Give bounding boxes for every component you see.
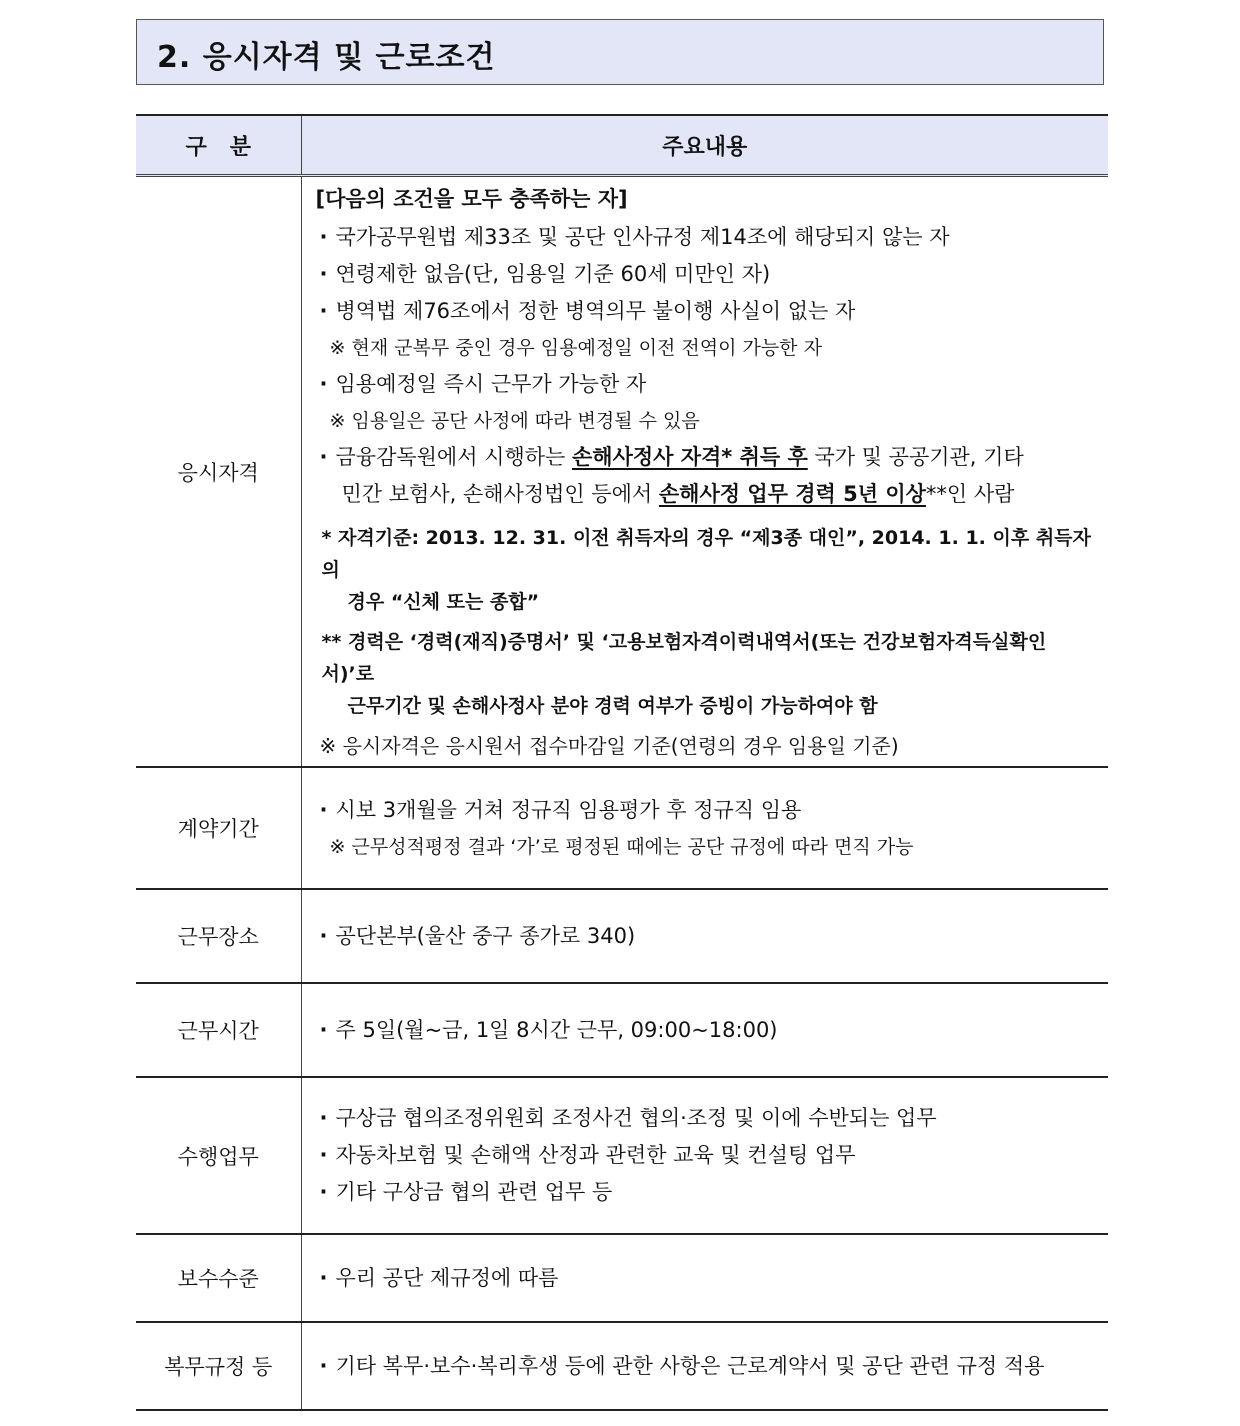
- table-header-row: [136, 115, 1108, 176]
- list-item: [316, 1012, 1099, 1049]
- item-text: 우리 공단 제규정에 따름: [335, 1265, 559, 1290]
- list-item-continuation: [316, 476, 1099, 512]
- content-worktime: [301, 983, 1108, 1077]
- bullet-icon: ·: [319, 797, 328, 822]
- list-item: [316, 256, 1099, 293]
- section-title: 2. 응시자격 및 근로조건: [157, 40, 496, 75]
- bullet-icon: ·: [319, 299, 328, 323]
- item-text: 구상금 협의조정위원회 조정사건 협의·조정 및 이에 수반되는 업무: [335, 1106, 937, 1130]
- content-qualification: [301, 176, 1108, 768]
- category-service: 복무규정 등: [136, 1322, 301, 1410]
- content-contract: [301, 767, 1108, 889]
- note-text: ※ 근무성적평정 결과 ‘가’로 평정된 때에는 공단 규정에 따라 면직 가능: [329, 835, 914, 858]
- bullet-icon: ·: [319, 225, 328, 249]
- table-row-contract: [136, 767, 1108, 889]
- category-qualification: 응시자격: [136, 176, 301, 768]
- note-text: ※ 현재 군복무 중인 경우 임용예정일 이전 전역이 가능한 자: [329, 337, 822, 359]
- list-item: [316, 1348, 1099, 1385]
- item-text: 병역법 제76조에서 정한 병역의무 불이행 사실이 없는 자: [335, 299, 856, 323]
- footnote-text: 근무기간 및 손해사정사 분야 경력 여부가 증빙이 가능하여야 함: [347, 695, 878, 717]
- header-category: [136, 115, 301, 176]
- list-item: [316, 1137, 1099, 1174]
- table-row-workplace: [136, 889, 1108, 983]
- note-text: ※ 임용일은 공단 사정에 따라 변경될 수 있음: [329, 410, 700, 432]
- bullet-icon: ·: [319, 923, 328, 948]
- bullet-icon: ·: [319, 372, 328, 396]
- section-title-box: [136, 19, 1104, 85]
- item-emphasis: 손해사정 업무 경력 5년 이상: [658, 482, 926, 506]
- footnote-text: ** 경력은 ‘경력(재직)증명서’ 및 ‘고용보험자격이력내역서(또는 건강보험자격득실확인서)’로: [321, 631, 1047, 685]
- list-item: [316, 293, 1099, 330]
- list-item: [316, 792, 1099, 829]
- qualification-heading: [다음의 조건을 모두 충족하는 자]: [315, 187, 628, 211]
- content-workplace: [301, 889, 1108, 983]
- list-item: [316, 219, 1099, 256]
- list-item: [316, 1100, 1099, 1137]
- item-text: 국가공무원법 제33조 및 공단 인사규정 제14조에 해당되지 않는 자: [335, 225, 950, 249]
- item-text: 시보 3개월을 거쳐 정규직 임용평가 후 정규직 임용: [335, 797, 802, 822]
- bullet-icon: ·: [319, 1265, 328, 1290]
- content-salary: [301, 1234, 1108, 1322]
- item-text: 금융감독원에서 시행하는: [335, 445, 572, 469]
- bullet-icon: ·: [319, 1017, 328, 1042]
- category-contract: 계약기간: [136, 767, 301, 889]
- table-row-service: [136, 1322, 1108, 1410]
- item-text: 기타 구상금 협의 관련 업무 등: [335, 1180, 613, 1204]
- bullet-icon: ·: [319, 1180, 328, 1204]
- category-worktime: 근무시간: [136, 983, 301, 1077]
- item-text: 기타 복무·보수·복리후생 등에 관한 사항은 근로계약서 및 공단 관련 규정 적용: [335, 1353, 1045, 1378]
- bullet-icon: ·: [319, 262, 328, 286]
- footnote-text: * 자격기준: 2013. 12. 31. 이전 취득자의 경우 “제3종 대인”, 2014. 1. 1. 이후 취득자의: [321, 527, 1091, 581]
- conditions-table: [136, 114, 1108, 1411]
- item-text: 주 5일(월~금, 1일 8시간 근무, 09:00~18:00): [335, 1017, 778, 1042]
- category-duties: 수행업무: [136, 1077, 301, 1234]
- category-workplace: 근무장소: [136, 889, 301, 983]
- qualification-final-note: ※ 응시자격은 응시원서 접수마감일 기준(연령의 경우 임용일 기준): [319, 734, 899, 758]
- item-text: 공단본부(울산 중구 종가로 340): [335, 923, 636, 948]
- item-text: 국가 및 공공기관, 기타: [807, 445, 1024, 469]
- bullet-icon: ·: [319, 1353, 328, 1378]
- bullet-icon: ·: [319, 1143, 328, 1167]
- list-item: [316, 918, 1099, 955]
- footnote-text: 경우 “신체 또는 종합”: [347, 591, 540, 613]
- bullet-icon: ·: [319, 1106, 328, 1130]
- item-text: 연령제한 없음(단, 임용일 기준 60세 미만인 자): [335, 262, 771, 286]
- content-duties: [301, 1077, 1108, 1234]
- table-row-worktime: [136, 983, 1108, 1077]
- list-item: [316, 366, 1099, 403]
- table-row-salary: [136, 1234, 1108, 1322]
- footnote-2: [316, 626, 1099, 722]
- table-row-duties: [136, 1077, 1108, 1234]
- item-text: 자동차보험 및 손해액 산정과 관련한 교육 및 컨설팅 업무: [335, 1143, 856, 1167]
- item-emphasis: 손해사정사 자격* 취득 후: [572, 445, 808, 469]
- header-category-label: 구 분: [185, 134, 251, 160]
- bullet-icon: ·: [319, 445, 328, 469]
- content-service: [301, 1322, 1108, 1410]
- table-row-qualification: [136, 176, 1108, 768]
- footnote-1: [316, 522, 1099, 618]
- list-item: [316, 1174, 1099, 1211]
- item-text: **인 사람: [925, 482, 1015, 506]
- list-item: [316, 439, 1099, 476]
- item-text: 민간 보험사, 손해사정법인 등에서: [341, 482, 659, 506]
- header-content: 주요내용: [301, 115, 1108, 176]
- category-salary: 보수수준: [136, 1234, 301, 1322]
- list-item: [316, 1260, 1099, 1297]
- item-text: 임용예정일 즉시 근무가 가능한 자: [335, 372, 647, 396]
